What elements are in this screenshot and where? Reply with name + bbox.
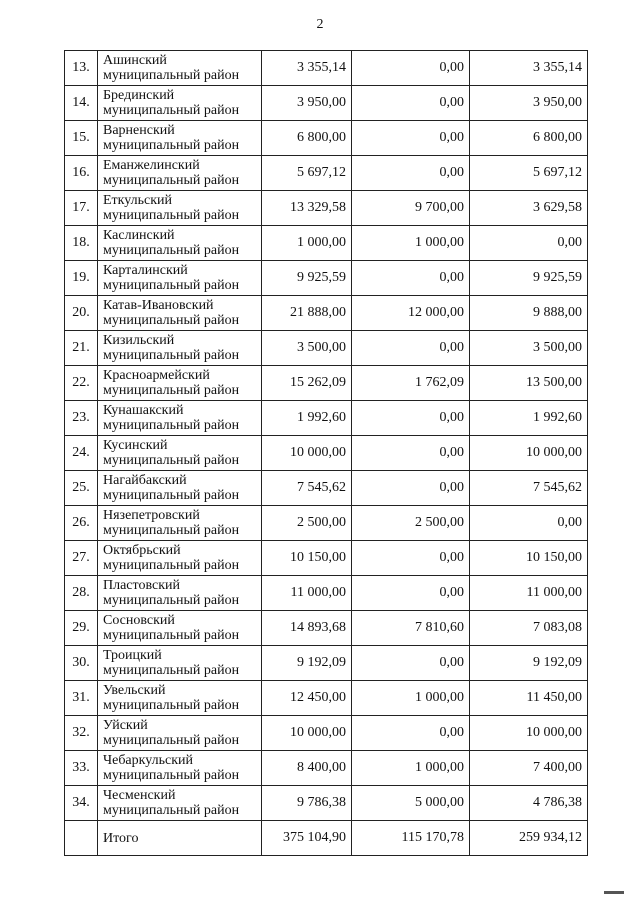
table-row bbox=[65, 506, 588, 541]
total-row bbox=[65, 821, 588, 856]
value-col2: 0,00 bbox=[352, 471, 470, 506]
value-col1: 9 925,59 bbox=[262, 261, 352, 296]
district-name-line1: Сосновский bbox=[103, 613, 175, 628]
district-name-line2: муниципальный район bbox=[103, 68, 240, 83]
row-number: 24. bbox=[65, 436, 98, 471]
value-col3: 0,00 bbox=[470, 226, 588, 261]
value-col3: 13 500,00 bbox=[470, 366, 588, 401]
value-col3: 5 697,12 bbox=[470, 156, 588, 191]
value-col2: 7 810,60 bbox=[352, 611, 470, 646]
district-name-line2: муниципальный район bbox=[103, 698, 240, 713]
value-col3: 0,00 bbox=[470, 506, 588, 541]
value-col2: 12 000,00 bbox=[352, 296, 470, 331]
table-row bbox=[65, 541, 588, 576]
total-col2: 115 170,78 bbox=[352, 821, 470, 856]
district-name-line1: Кунашакский bbox=[103, 403, 184, 418]
row-number: 26. bbox=[65, 506, 98, 541]
row-number: 21. bbox=[65, 331, 98, 366]
district-name-line2: муниципальный район bbox=[103, 138, 240, 153]
district-name-line1: Ашинский bbox=[103, 53, 167, 68]
value-col2: 0,00 bbox=[352, 541, 470, 576]
district-name bbox=[98, 296, 262, 331]
district-name bbox=[98, 751, 262, 786]
district-name bbox=[98, 436, 262, 471]
value-col1: 10 150,00 bbox=[262, 541, 352, 576]
corner-mark bbox=[604, 891, 624, 894]
district-name bbox=[98, 226, 262, 261]
district-name-line1: Катав-Ивановский bbox=[103, 298, 214, 313]
value-col2: 1 000,00 bbox=[352, 681, 470, 716]
table-row bbox=[65, 646, 588, 681]
value-col1: 11 000,00 bbox=[262, 576, 352, 611]
district-name bbox=[98, 331, 262, 366]
district-name-line1: Варненский bbox=[103, 123, 175, 138]
district-name-line2: муниципальный район bbox=[103, 768, 240, 783]
district-name-line1: Еманжелинский bbox=[103, 158, 200, 173]
district-name-line1: Кизильский bbox=[103, 333, 175, 348]
table-row bbox=[65, 261, 588, 296]
value-col2: 0,00 bbox=[352, 436, 470, 471]
district-name-line1: Пластовский bbox=[103, 578, 180, 593]
district-name-line2: муниципальный район bbox=[103, 243, 240, 258]
district-name bbox=[98, 471, 262, 506]
row-number: 31. bbox=[65, 681, 98, 716]
value-col2: 0,00 bbox=[352, 261, 470, 296]
district-name-line1: Чесменский bbox=[103, 788, 176, 803]
value-col3: 3 950,00 bbox=[470, 86, 588, 121]
table-row bbox=[65, 156, 588, 191]
district-name-line1: Красноармейский bbox=[103, 368, 210, 383]
value-col3: 10 000,00 bbox=[470, 436, 588, 471]
value-col3: 6 800,00 bbox=[470, 121, 588, 156]
value-col2: 0,00 bbox=[352, 331, 470, 366]
value-col3: 9 192,09 bbox=[470, 646, 588, 681]
district-name-line2: муниципальный район bbox=[103, 348, 240, 363]
district-name bbox=[98, 786, 262, 821]
value-col1: 10 000,00 bbox=[262, 716, 352, 751]
district-name-line1: Карталинский bbox=[103, 263, 188, 278]
table-row bbox=[65, 751, 588, 786]
district-name-line1: Троицкий bbox=[103, 648, 162, 663]
district-name-line2: муниципальный район bbox=[103, 593, 240, 608]
value-col1: 1 992,60 bbox=[262, 401, 352, 436]
value-col3: 10 000,00 bbox=[470, 716, 588, 751]
district-name-line1: Увельский bbox=[103, 683, 166, 698]
value-col3: 7 083,08 bbox=[470, 611, 588, 646]
value-col1: 21 888,00 bbox=[262, 296, 352, 331]
value-col3: 3 355,14 bbox=[470, 51, 588, 86]
district-name-line1: Нязепетровский bbox=[103, 508, 200, 523]
district-name bbox=[98, 576, 262, 611]
value-col3: 9 888,00 bbox=[470, 296, 588, 331]
value-col1: 10 000,00 bbox=[262, 436, 352, 471]
table-row bbox=[65, 51, 588, 86]
row-number: 25. bbox=[65, 471, 98, 506]
district-name bbox=[98, 261, 262, 296]
value-col3: 4 786,38 bbox=[470, 786, 588, 821]
row-number: 32. bbox=[65, 716, 98, 751]
district-name-line1: Еткульский bbox=[103, 193, 173, 208]
total-col3: 259 934,12 bbox=[470, 821, 588, 856]
value-col1: 12 450,00 bbox=[262, 681, 352, 716]
value-col2: 0,00 bbox=[352, 86, 470, 121]
row-number: 20. bbox=[65, 296, 98, 331]
district-name-line1: Нагайбакский bbox=[103, 473, 187, 488]
allocation-table bbox=[64, 50, 588, 856]
table-row bbox=[65, 681, 588, 716]
district-name bbox=[98, 156, 262, 191]
value-col3: 10 150,00 bbox=[470, 541, 588, 576]
district-name-line2: муниципальный район bbox=[103, 488, 240, 503]
value-col1: 9 786,38 bbox=[262, 786, 352, 821]
table-row bbox=[65, 436, 588, 471]
value-col2: 0,00 bbox=[352, 121, 470, 156]
value-col2: 5 000,00 bbox=[352, 786, 470, 821]
value-col1: 3 500,00 bbox=[262, 331, 352, 366]
table-row bbox=[65, 716, 588, 751]
district-name-line1: Чебаркульский bbox=[103, 753, 194, 768]
row-number: 28. bbox=[65, 576, 98, 611]
value-col1: 3 355,14 bbox=[262, 51, 352, 86]
value-col1: 15 262,09 bbox=[262, 366, 352, 401]
district-name-line2: муниципальный район bbox=[103, 278, 240, 293]
table-row bbox=[65, 611, 588, 646]
value-col2: 2 500,00 bbox=[352, 506, 470, 541]
total-num-cell bbox=[65, 821, 98, 856]
district-name-line2: муниципальный район bbox=[103, 663, 240, 678]
value-col1: 8 400,00 bbox=[262, 751, 352, 786]
row-number: 33. bbox=[65, 751, 98, 786]
total-label: Итого bbox=[98, 821, 262, 856]
district-name-line2: муниципальный район bbox=[103, 208, 240, 223]
value-col2: 9 700,00 bbox=[352, 191, 470, 226]
row-number: 16. bbox=[65, 156, 98, 191]
value-col3: 3 629,58 bbox=[470, 191, 588, 226]
value-col2: 0,00 bbox=[352, 576, 470, 611]
district-name bbox=[98, 121, 262, 156]
value-col2: 0,00 bbox=[352, 716, 470, 751]
table-row bbox=[65, 121, 588, 156]
table-row bbox=[65, 786, 588, 821]
district-name-line1: Каслинский bbox=[103, 228, 175, 243]
value-col2: 0,00 bbox=[352, 646, 470, 681]
value-col2: 0,00 bbox=[352, 51, 470, 86]
page-number: 2 bbox=[316, 17, 324, 32]
table-row bbox=[65, 401, 588, 436]
district-name bbox=[98, 716, 262, 751]
table-row bbox=[65, 331, 588, 366]
district-name-line2: муниципальный район bbox=[103, 383, 240, 398]
district-name bbox=[98, 506, 262, 541]
district-name bbox=[98, 541, 262, 576]
district-name bbox=[98, 681, 262, 716]
value-col1: 2 500,00 bbox=[262, 506, 352, 541]
row-number: 19. bbox=[65, 261, 98, 296]
value-col1: 6 800,00 bbox=[262, 121, 352, 156]
value-col1: 13 329,58 bbox=[262, 191, 352, 226]
value-col2: 1 762,09 bbox=[352, 366, 470, 401]
table-row bbox=[65, 471, 588, 506]
value-col1: 14 893,68 bbox=[262, 611, 352, 646]
row-number: 15. bbox=[65, 121, 98, 156]
table-row bbox=[65, 191, 588, 226]
district-name-line1: Брединский bbox=[103, 88, 175, 103]
value-col2: 1 000,00 bbox=[352, 226, 470, 261]
district-name-line2: муниципальный район bbox=[103, 558, 240, 573]
value-col3: 7 400,00 bbox=[470, 751, 588, 786]
district-name-line1: Уйский bbox=[103, 718, 148, 733]
district-name-line1: Кусинский bbox=[103, 438, 168, 453]
value-col3: 1 992,60 bbox=[470, 401, 588, 436]
district-name bbox=[98, 611, 262, 646]
value-col2: 0,00 bbox=[352, 156, 470, 191]
district-name-line2: муниципальный район bbox=[103, 733, 240, 748]
value-col1: 3 950,00 bbox=[262, 86, 352, 121]
value-col3: 11 450,00 bbox=[470, 681, 588, 716]
district-name-line2: муниципальный район bbox=[103, 418, 240, 433]
total-col1: 375 104,90 bbox=[262, 821, 352, 856]
row-number: 17. bbox=[65, 191, 98, 226]
row-number: 30. bbox=[65, 646, 98, 681]
row-number: 14. bbox=[65, 86, 98, 121]
value-col2: 0,00 bbox=[352, 401, 470, 436]
value-col1: 1 000,00 bbox=[262, 226, 352, 261]
table-body bbox=[65, 51, 588, 821]
row-number: 13. bbox=[65, 51, 98, 86]
district-name-line2: муниципальный район bbox=[103, 523, 240, 538]
district-name bbox=[98, 646, 262, 681]
district-name-line2: муниципальный район bbox=[103, 173, 240, 188]
district-name bbox=[98, 86, 262, 121]
district-name bbox=[98, 191, 262, 226]
row-number: 18. bbox=[65, 226, 98, 261]
value-col1: 9 192,09 bbox=[262, 646, 352, 681]
district-name bbox=[98, 51, 262, 86]
table-row bbox=[65, 576, 588, 611]
value-col3: 9 925,59 bbox=[470, 261, 588, 296]
district-name-line2: муниципальный район bbox=[103, 313, 240, 328]
row-number: 29. bbox=[65, 611, 98, 646]
row-number: 27. bbox=[65, 541, 98, 576]
value-col3: 11 000,00 bbox=[470, 576, 588, 611]
row-number: 22. bbox=[65, 366, 98, 401]
row-number: 23. bbox=[65, 401, 98, 436]
district-name-line2: муниципальный район bbox=[103, 803, 240, 818]
row-number: 34. bbox=[65, 786, 98, 821]
value-col3: 7 545,62 bbox=[470, 471, 588, 506]
district-name-line2: муниципальный район bbox=[103, 453, 240, 468]
value-col1: 7 545,62 bbox=[262, 471, 352, 506]
district-name-line2: муниципальный район bbox=[103, 628, 240, 643]
value-col1: 5 697,12 bbox=[262, 156, 352, 191]
value-col2: 1 000,00 bbox=[352, 751, 470, 786]
district-name bbox=[98, 366, 262, 401]
district-name bbox=[98, 401, 262, 436]
district-name-line1: Октябрьский bbox=[103, 543, 181, 558]
table-row bbox=[65, 226, 588, 261]
table-row bbox=[65, 86, 588, 121]
value-col3: 3 500,00 bbox=[470, 331, 588, 366]
district-name-line2: муниципальный район bbox=[103, 103, 240, 118]
table-row bbox=[65, 296, 588, 331]
table-row bbox=[65, 366, 588, 401]
